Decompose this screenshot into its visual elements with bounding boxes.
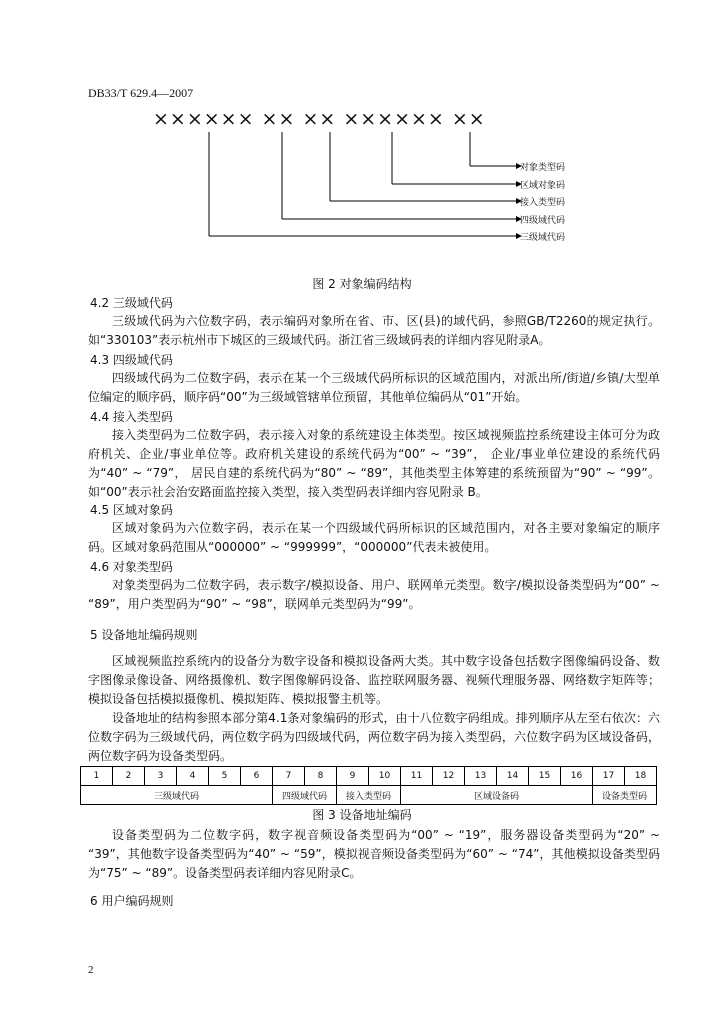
paragraph-4-4: 接入类型码为二位数字码，表示接入对象的系统建设主体类型。按区域视频监控系统建设主体可分为政府机关、企业/事业单位等。政府机关建设的系统代码为“00” ~ “39”， 企业/事业单位建设的系统代码为“40” ~ “79”， 居民自建的系统代码为“80” ~ “89”，其他类型主体筹建的系统预留为“90” ~ “99”。如“00”表示社会治安路面监控接入类型，接入类型码表详细内容见附录 B。 [88, 428, 660, 499]
heading-4-5: 4.5 区域对象码 [90, 503, 173, 517]
heading-6: 6 用户编码规则 [90, 894, 174, 908]
label-access-type: 接入类型码 [520, 198, 566, 208]
heading-5: 5 设备地址编码规则 [90, 628, 198, 642]
table-cell: 13 [465, 767, 497, 786]
table-cell: 10 [369, 767, 401, 786]
document-header: DB33/T 629.4—2007 [88, 86, 194, 100]
table-number-row [81, 767, 657, 786]
paragraph-4-3: 四级域代码为二位数字码，表示在某一个三级域代码所标识的区域范围内，对派出所/街道/乡镇/大型单位编定的顺序码，顺序码“00”为三级域管辖单位预留，其他单位编码从“01”开始。 [88, 371, 660, 404]
code-sequence: ×××××× ×× ×× ×××××× ×× [153, 108, 486, 130]
paragraph-5-3: 设备类型码为二位数字码，数字视音频设备类型码为“00” ~ “19”，服务器设备类型码为“20” ~ “39”，其他数字设备类型码为“40” ~ “59”，模拟视音频设备类型码为“60” ~ “74”，其他模拟设备类型码为“75” ~ “89”。设备类型码表详细内容见附录C。 [88, 828, 660, 880]
table-cell: 11 [401, 767, 433, 786]
table-cell: 6 [241, 767, 273, 786]
paragraph-4-6: 对象类型码为二位数字码，表示数字/模拟设备、用户、联网单元类型。数字/模拟设备类型码为“00” ~ “89”，用户类型码为“90” ~ “98”，联网单元类型码为“99”。 [88, 578, 660, 611]
table-cell: 5 [209, 767, 241, 786]
group-level3-domain: 三级域代码 [81, 786, 273, 805]
figure-2-caption: 图 2 对象编码结构 [312, 277, 412, 291]
label-level3-domain: 三级域代码 [520, 233, 566, 243]
page-number: 2 [88, 964, 94, 976]
table-cell: 7 [273, 767, 305, 786]
label-level4-domain: 四级域代码 [520, 216, 566, 226]
group-level4-domain: 四级域代码 [273, 786, 337, 805]
figure-3-caption: 图 3 设备地址编码 [312, 808, 412, 822]
paragraph-4-2: 三级域代码为六位数字码，表示编码对象所在省、市、区(县)的域代码，参照GB/T2260的规定执行。如“330103”表示杭州市下城区的三级域代码。浙江省三级域码表的详细内容见附录A。 [88, 314, 660, 347]
table-cell: 15 [529, 767, 561, 786]
paragraph-5-1: 区域视频监控系统内的设备分为数字设备和模拟设备两大类。其中数字设备包括数字图像编码设备、数字图像录像设备、网络摄像机、数字图像解码设备、监控联网服务器、视频代理服务器、网络数字矩阵等；模拟设备包括模拟摄像机、模拟矩阵、模拟报警主机等。 [88, 654, 660, 706]
paragraph-5-2: 设备地址的结构参照本部分第4.1条对象编码的形式，由十八位数字码组成。排列顺序从左至右依次：六位数字码为三级域代码，两位数字码为四级域代码，两位数字码为接入类型码，六位数字码为区域设备码，两位数字码为设备类型码。 [88, 711, 660, 763]
table-cell: 17 [593, 767, 625, 786]
heading-4-3: 4.3 四级域代码 [90, 353, 173, 367]
code-structure-lines [0, 0, 724, 260]
device-address-table [80, 766, 657, 805]
table-cell: 14 [497, 767, 529, 786]
table-group-row [81, 786, 657, 805]
table-cell: 3 [145, 767, 177, 786]
paragraph-4-5: 区域对象码为六位数字码，表示在某一个四级域代码所标识的区域范围内，对各主要对象编定的顺序码。区域对象码范围从“000000” ~ “999999”，“000000”代表未被使用。 [88, 521, 660, 554]
table-cell: 18 [625, 767, 657, 786]
group-device-type: 设备类型码 [593, 786, 657, 805]
table-cell: 8 [305, 767, 337, 786]
table-cell: 1 [81, 767, 113, 786]
group-access-type: 接入类型码 [337, 786, 401, 805]
table-cell: 16 [561, 767, 593, 786]
table-cell: 4 [177, 767, 209, 786]
heading-4-4: 4.4 接入类型码 [90, 410, 173, 424]
table-cell: 12 [433, 767, 465, 786]
group-area-device: 区域设备码 [401, 786, 593, 805]
label-object-type: 对象类型码 [520, 163, 566, 173]
label-area-object: 区域对象码 [520, 181, 566, 191]
heading-4-6: 4.6 对象类型码 [90, 560, 173, 574]
heading-4-2: 4.2 三级域代码 [90, 296, 173, 310]
table-cell: 9 [337, 767, 369, 786]
table-cell: 2 [113, 767, 145, 786]
